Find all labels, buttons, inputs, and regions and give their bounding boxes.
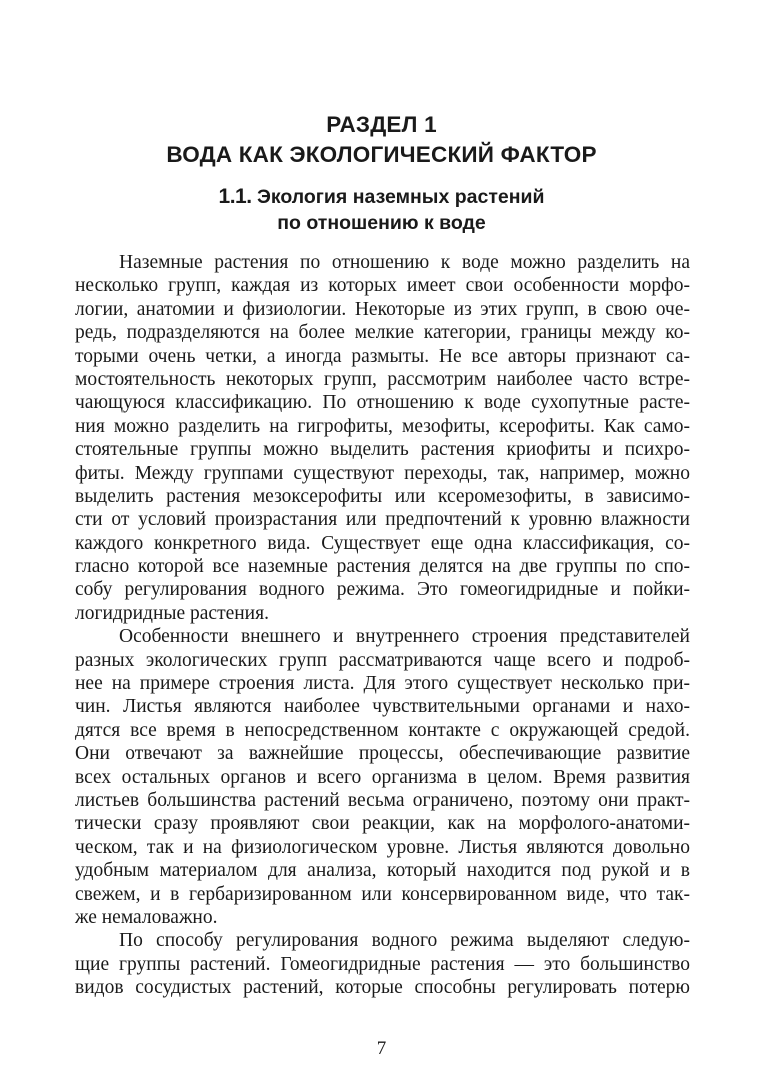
subsection-heading [0, 184, 763, 210]
paragraph-line: чин. Листья являются наиболее чувствительными органами и нахо- [75, 696, 690, 718]
paragraph-line: выделить растения мезоксерофиты или ксеромезофиты, в зависимо- [75, 485, 690, 507]
paragraph [75, 251, 690, 625]
paragraph-line: Наземные растения по отношению к воде можно разделить на [119, 252, 690, 273]
paragraph-line: логидридные растения. [75, 602, 269, 624]
paragraph-line: же немаловажно. [75, 906, 218, 928]
paragraph-line: листьев большинства растений весьма ограничено, поэтому они практ- [75, 789, 690, 811]
paragraph-line: Особенности внешнего и внутреннего строения представителей [119, 626, 690, 648]
paragraph-line: всех остальных органов и всего организма в целом. Время развития [75, 766, 690, 788]
paragraph-line: Они отвечают за важнейшие процессы, обеспечивающие развитие [75, 743, 690, 765]
body-text [75, 251, 690, 1000]
paragraph-line: нее на примере строения листа. Для этого существует несколько при- [75, 673, 690, 695]
paragraph-line: чающуюся классификацию. По отношению к воде сухопутные расте- [75, 392, 690, 414]
paragraph-line: торыми очень четки, а иногда размыты. Не все авторы признают са- [75, 345, 690, 367]
paragraph-line: щие группы растений. Гомеогидридные растения — это большинство [75, 953, 690, 975]
section-number: РАЗДЕЛ 1 [326, 112, 437, 137]
paragraph-line: несколько групп, каждая из которых имеет свои особенности морфо- [75, 275, 690, 297]
paragraph-line: собу регулирования водного режима. Это гомеогидридные и пойки- [75, 579, 690, 601]
section-title: ВОДА КАК ЭКОЛОГИЧЕСКИЙ ФАКТОР [166, 142, 597, 167]
subsection-title-line2: по отношению к воде [277, 212, 486, 234]
paragraph-line: разных экологических групп рассматриваются чаще всего и подроб- [75, 649, 690, 671]
paragraph-line: гласно которой все наземные растения делятся на две группы по спо- [75, 556, 690, 578]
paragraph-line: свежем, и в гербаризированном или консервированном виде, что так- [75, 883, 690, 905]
paragraph-line: дятся все время в непосредственном контакте с окружающей средой. [75, 719, 690, 741]
paragraph-line: логии, анатомии и физиологии. Некоторые из этих групп, в свою оче- [75, 298, 690, 320]
page-number: 7 [376, 1038, 387, 1059]
paragraph-line: сти от условий произрастания или предпочтений к уровню влажности [75, 509, 690, 531]
paragraph-line: удобным материалом для анализа, который находится под рукой и в [75, 860, 690, 882]
paragraph-line: стоятельные группы можно выделить растения криофиты и психро- [75, 439, 690, 461]
subsection-title-line1: Экология наземных растений [256, 186, 545, 208]
paragraph-line: тически сразу проявляют свои реакции, как на морфолого-анатоми- [75, 813, 690, 835]
paragraph-line: мостоятельность некоторых групп, рассмотрим наиболее часто встре- [75, 368, 690, 390]
paragraph-line: видов сосудистых растений, которые способны регулировать потерю [75, 977, 690, 999]
paragraph [75, 929, 690, 999]
paragraph-line: По способу регулирования водного режима выделяют следую- [119, 930, 690, 952]
paragraph [75, 625, 690, 929]
paragraph-line: фиты. Между группами существуют переходы, так, например, можно [75, 462, 690, 484]
paragraph-line: каждого конкретного вида. Существует еще одна классификация, со- [75, 532, 690, 554]
subsection-number: 1.1. [218, 185, 252, 208]
paragraph-line: ния можно разделить на гигрофиты, мезофиты, ксерофиты. Как само- [75, 415, 690, 437]
paragraph-line: ческом, так и на физиологическом уровне. Листья являются довольно [75, 836, 690, 858]
paragraph-line: редь, подразделяются на более мелкие категории, границы между ко- [75, 322, 690, 344]
